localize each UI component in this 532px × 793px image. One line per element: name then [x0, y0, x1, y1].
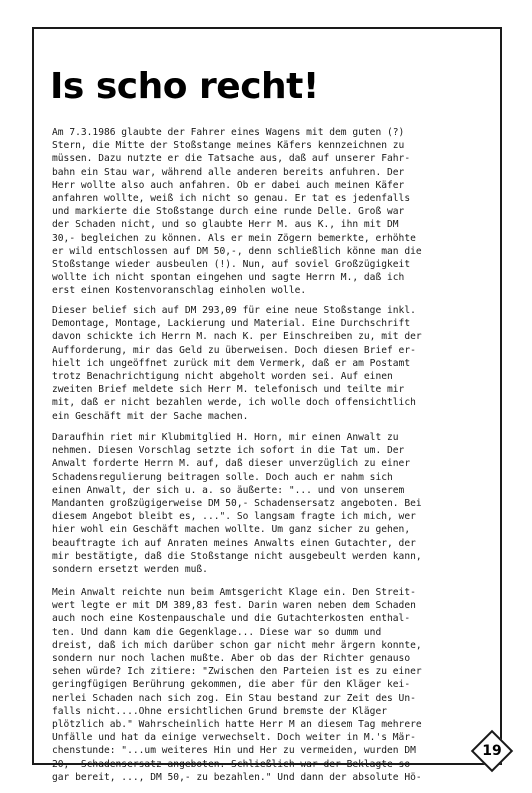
text-line: wollte ich nicht spontan eingehen und sagte Herrn M., daß ich [52, 272, 405, 284]
text-line: ten. Und dann kam die Gegenklage... Diese war so dumm und [52, 626, 382, 638]
text-line: nehmen. Diesen Vorschlag setzte ich sofort in die Tat um. Der [52, 445, 405, 457]
text-line: plötzlich ab." Wahrscheinlich hatte Herr M an diesem Tag mehrere [52, 719, 422, 731]
text-line: Demontage, Montage, Lackierung und Material. Eine Durchschrift [52, 318, 411, 330]
text-line: Anwalt forderte Herrn M. auf, daß dieser unverzüglich zu einer [52, 458, 411, 470]
paragraph-1-text [52, 126, 498, 298]
text-line: nerlei Schaden nach sich zog. Ein Stau bestand zur Zeit des Un- [52, 692, 416, 704]
text-line: auch noch eine Kostenpauschale und die Gutachterkosten enthal- [52, 613, 411, 625]
text-line: Dieser belief sich auf DM 293,09 für eine neue Stoßstange inkl. [52, 305, 416, 316]
text-line: wert legte er mit DM 389,83 fest. Darin waren neben dem Schaden [52, 600, 416, 612]
paragraph-2 [52, 304, 498, 423]
text-line: 30,- begleichen zu können. Als er mein Zögern bemerkte, erhöhte [52, 232, 416, 244]
text-line: Stern, die Mitte der Stoßstange meines Käfers kennzeichnen zu [52, 140, 405, 152]
text-line: trotz Benachrichtigung nicht abgeholt worden sei. Auf einen [52, 371, 393, 383]
text-line: hier wohl ein Geschäft machen wollte. Um ganz sicher zu gehen, [52, 524, 411, 536]
text-line: chenstunde: "...um weiteres Hin und Her zu vermeiden, wurden DM [52, 745, 416, 757]
paragraph-1 [52, 126, 498, 298]
text-line: Am 7.3.1986 glaubte der Fahrer eines Wagens mit dem guten (?) [52, 127, 405, 138]
paragraph-3 [52, 431, 498, 576]
text-line: sondern ersetzt werden muß. [52, 564, 208, 576]
text-line: sondern nur noch lachen mußte. Aber ob das der Richter genauso [52, 653, 411, 665]
text-line: der Schaden nicht, und so glaubte Herr M. aus K., ihn mit DM [52, 219, 399, 231]
text-line: Unfälle und hat da einige verwechselt. Doch weiter in M.'s Mär- [52, 732, 416, 744]
text-line: Daraufhin riet mir Klubmitglied H. Horn, mir einen Anwalt zu [52, 432, 399, 443]
text-line: ein Geschäft mit der Sache machen. [52, 410, 249, 422]
text-line: Herr wollte also auch anfahren. Ob er dabei auch meinen Käfer [52, 179, 405, 191]
text-line: falls nicht....Ohne ersichtlichen Grund bremste der Kläger [52, 705, 388, 717]
page-number-badge [471, 730, 513, 772]
text-line: dreist, daß ich mich darüber schon gar nicht mehr ärgern konnte, [52, 639, 422, 651]
text-line: beauftragte ich auf Anraten meines Anwalts einen Gutachter, der [52, 537, 416, 549]
text-line: Schadensregulierung beitragen solle. Doch auch er nahm sich [52, 471, 393, 483]
text-line: zweiten Brief meldete sich Herr M. telefonisch und teilte mir [52, 384, 405, 396]
text-line: müssen. Dazu nutzte er die Tatsache aus, daß auf unserer Fahr- [52, 153, 411, 165]
article-title: Is scho recht! [50, 66, 319, 107]
text-line: gar bereit, ..., DM 50,- zu bezahlen." Und dann der absolute Hö- [52, 771, 422, 783]
text-line: Mandanten großzügigerweise DM 50,- Schadensersatz angeboten. Bei [52, 498, 422, 510]
paragraph-3-text [52, 431, 498, 576]
text-line: mir bestätigte, daß die Stoßstange nicht ausgebeult werden kann, [52, 550, 422, 562]
text-line: Stoßstange wieder ausbeulen (!). Nun, auf soviel Großzügigkeit [52, 259, 411, 271]
text-line: er wild entschlossen auf DM 50,-, denn schließlich könne man die [52, 245, 422, 257]
page-number: 19 [482, 743, 502, 759]
text-line: Aufforderung, mir das Geld zu überweisen. Doch diesen Brief er- [52, 344, 416, 356]
text-line: erst einen Kostenvoranschlag einholen wolle. [52, 285, 307, 297]
text-line: diesem Angebot bleibt es, ...". So langsam fragte ich mich, wer [52, 511, 416, 523]
text-line: Mein Anwalt reichte nun beim Amtsgericht Klage ein. Den Streit- [52, 587, 416, 598]
paragraph-2-text [52, 304, 498, 423]
text-line: 20,- Schadensersatz angeboten. Schließlich war der Beklagte so- [52, 758, 416, 770]
paragraph-4 [52, 586, 498, 784]
paragraph-4-text [52, 586, 498, 784]
text-line: davon schickte ich Herrn M. nach K. per Einschreiben zu, mit der [52, 331, 422, 343]
text-line: und markierte die Stoßstange durch eine runde Delle. Groß war [52, 206, 405, 218]
text-line: hielt ich ungeöffnet zurück mit dem Vermerk, daß er am Postamt [52, 357, 411, 369]
text-line: sehen würde? Ich zitiere: "Zwischen den Parteien ist es zu einer [52, 666, 422, 678]
text-line: geringfügigen Berührung gekommen, die aber für den Kläger kei- [52, 679, 411, 691]
text-line: einen Anwalt, der sich u. a. so äußerte: "... und von unserem [52, 484, 405, 496]
text-line: bahn ein Stau war, während alle anderen bereits anfuhren. Der [52, 166, 405, 178]
text-line: anfahren wollte, weiß ich nicht so genau. Er tat es jedenfalls [52, 193, 411, 205]
text-line: mit, daß er nicht bezahlen werde, ich wolle doch offensichtlich [52, 397, 416, 409]
